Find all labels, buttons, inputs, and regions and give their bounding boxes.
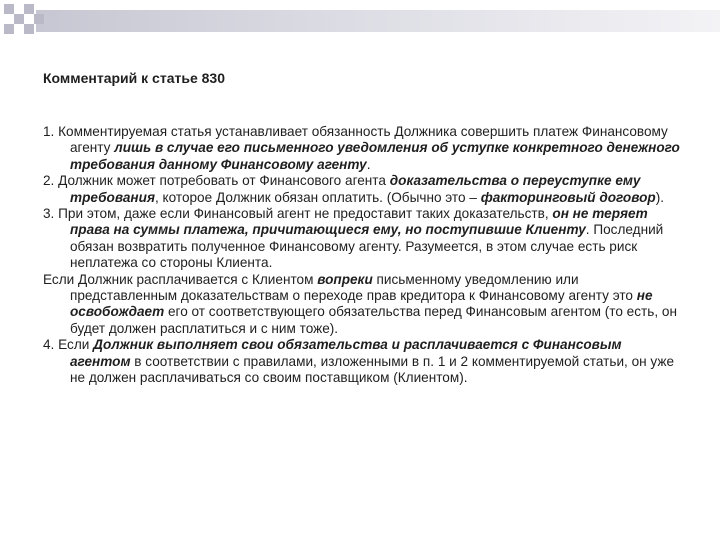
- text-run: , которое Должник обязан оплатить. (Обычно это –: [154, 189, 481, 205]
- emphasis-text: доказательства о переуступке ему требования: [70, 173, 641, 205]
- emphasis-run: [70, 140, 680, 171]
- deco-square: [14, 14, 24, 24]
- deco-square: [34, 14, 44, 24]
- text-run: его от соответствующего обязательства перед Финансовым агентом (то есть, он будет должен расплатиться и с ним тоже).: [70, 304, 677, 336]
- paragraph-2: [43, 173, 683, 206]
- text-run: в соответствии с правилами, изложенными в п. 1 и 2 комментируемой статьи, он уже не должен расплачиваться со своим поставщиком (Клиентом).: [70, 353, 675, 386]
- text-run: Если Должник расплачивается с Клиентом: [43, 271, 318, 287]
- emphasis-text: не освобождает: [70, 288, 653, 320]
- paragraph-5: [43, 337, 683, 386]
- emphasis-run: [481, 190, 656, 205]
- text-run: 2. Должник может потребовать от Финансового агента: [43, 173, 390, 189]
- slide-body: [43, 124, 683, 387]
- emphasis-text: факторинговый договор: [480, 189, 656, 205]
- emphasis-text: он не теряет права на суммы платежа, причитающиеся ему, но поступившие Клиенту: [70, 206, 648, 238]
- text-run: .: [366, 156, 371, 172]
- deco-square: [4, 4, 14, 14]
- emphasis-text: вопреки: [317, 271, 373, 287]
- paragraph-3: [43, 206, 683, 272]
- paragraph-4: [43, 272, 683, 338]
- slide-title: Комментарий к статье 830: [43, 70, 225, 86]
- text-run: письменному уведомлению или представленным доказательствам о переходе прав кредитора к Финансовому агенту это: [70, 271, 637, 304]
- paragraph-1: [43, 124, 683, 173]
- header-decoration: [0, 0, 720, 40]
- header-gradient-band: [36, 10, 720, 32]
- text-run: 1. Комментируемая статья устанавливает обязанность Должника совершить платеж Финансовому агенту: [43, 124, 668, 156]
- text-run: 4. Если: [43, 337, 94, 353]
- emphasis-text: Должник выполняет свои обязательства и расплачивается с Финансовым агентом: [70, 337, 622, 369]
- emphasis-run: [317, 272, 373, 287]
- text-run: . Последний обязан возвратить полученное Финансовому агенту. Разумеется, в этом случае есть риск неплатежа со стороны Клиента.: [70, 222, 664, 271]
- deco-square: [24, 24, 34, 34]
- deco-square: [24, 4, 34, 14]
- text-run: 3. При этом, даже если Финансовый агент не предоставит таких доказательств,: [43, 206, 553, 222]
- emphasis-text: лишь в случае его письменного уведомления об уступке конкретного денежного требования данному Финансовому агенту: [70, 140, 680, 172]
- deco-square: [4, 24, 14, 34]
- text-run: ).: [655, 189, 665, 205]
